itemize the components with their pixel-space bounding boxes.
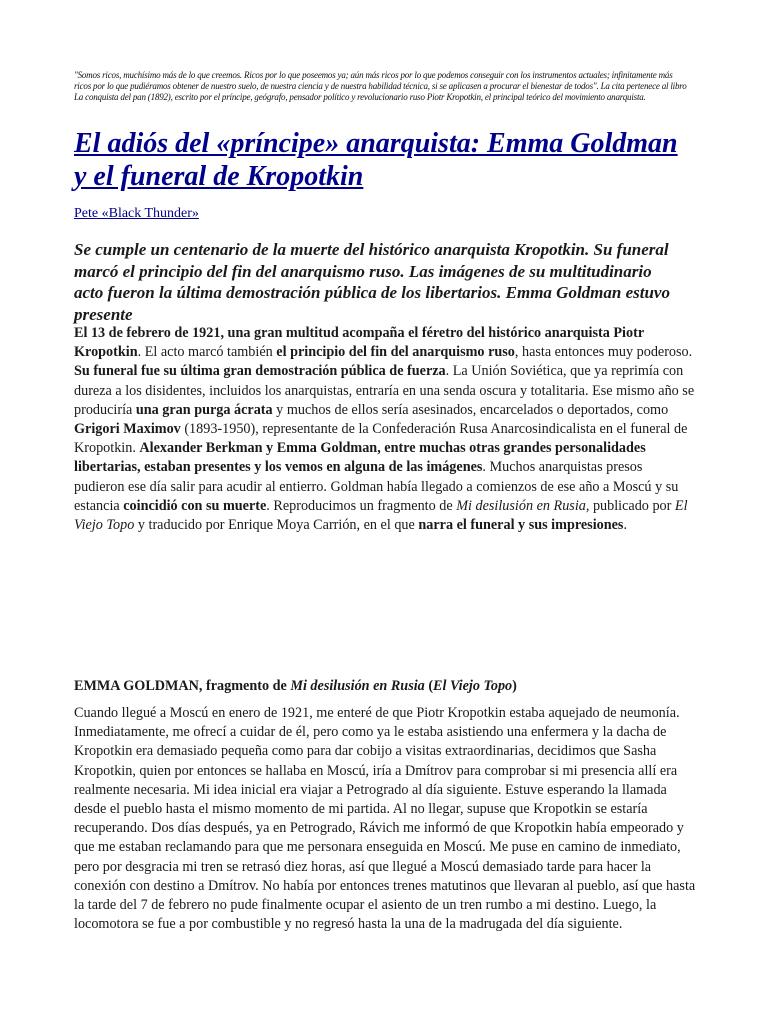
intro-bold-1: El 13 de febrero de 1921, una gran multitud acompaña el féretro del histórico anarquista Piotr Kropotkin [74, 325, 644, 361]
intro-text-14: . Reproducimos un fragmento de [266, 497, 457, 514]
intro-bold-7: una gran purga ácrata [135, 401, 273, 418]
intro-bold-9: Grigori Maximov [74, 421, 181, 438]
intro-bold-19: narra el funeral y sus impresiones [418, 517, 624, 534]
intro-text-12: . Muchos anarquistas presos pudieron ese día salir para acudir al entierro. Goldman había llegado a comienzos de ese año a Moscú y su estancia [74, 459, 679, 514]
article-title [74, 127, 694, 193]
intro-text-16: publicado por [589, 497, 675, 514]
intro-italic-15: Mi desilusión en Rusia, [456, 497, 590, 514]
author-link[interactable]: Pete «Black Thunder» [74, 206, 199, 221]
fragment-book: Mi desilusión en Rusia [290, 678, 425, 694]
excerpt-paragraph: Cuando llegué a Moscú en enero de 1921, me enteré de que Piotr Kropotkin estaba aquejado de neumonía. Inmediatamente, me ofrecí a cuidar de él, pero como ya le estaba asistiendo una enfermera y la dacha de Kropotkin era demasiado pequeña como para dar cobijo a visitas extraordinarias, decidimos que Sasha Kropotkin, quien por entonces se hallaba en Moscú, iría a Dmítrov para comprobar si mi presencia allí era realmente necesaria. Mi idea inicial era viajar a Petrogrado al día siguiente. Estuve esperando la llamada desde el pueblo hasta el mismo momento de mi partida. Al no llegar, supuse que Kropotkin se estaría recuperando. Dos días después, ya en Petrogrado, Rávich me informó de que Kropotkin había empeorado y que me estaban reclamando para que me personara enseguida en Moscú. Me puse en camino de inmediato, pero por desgracia mi tren se retrasó diez horas, así que llegué a Moscú demasiado tarde para hacer la conexión con destino a Dmítrov. No había por entonces trenes matutinos que llevaran al pueblo, así que hasta la tarde del 7 de febrero no pude finalmente ocupar el asiento de un tren rumbo a mi destino. Luego, la locomotora se fue a por combustible y no regresó hasta la una de la madrugada del día siguiente. [74, 705, 696, 933]
intro-text-2: . El acto marcó también [137, 344, 277, 361]
intro-bold-5: Su funeral fue su última gran demostración pública de fuerza [74, 363, 446, 380]
fragment-publisher: El Viejo Topo [433, 678, 513, 694]
fragment-heading [74, 677, 517, 695]
fragment-lead: EMMA GOLDMAN, fragmento de [74, 678, 291, 694]
intro-bold-3: el principio del fin del anarquismo ruso [276, 344, 515, 361]
intro-text-8: y muchos de ellos sería asesinados, encarcelados o deportados, como [272, 401, 669, 418]
intro-text-10: (1893-1950), representante de la Confederación Rusa Anarcosindicalista en el funeral de Kropotkin. [74, 421, 688, 457]
intro-paragraph [74, 324, 696, 535]
article-subtitle: Se cumple un centenario de la muerte del histórico anarquista Kropotkin. Su funeral marcó el principio del fin del anarquismo ruso. Las imágenes de su multitudinario acto fueron la última demostración pública de los libertarios. Emma Goldman estuvo presente [74, 240, 670, 324]
intro-text-18: y traducido por Enrique Moya Carrión, en el que [134, 517, 419, 534]
intro-text-4: , hasta entonces muy poderoso. [514, 344, 693, 361]
intro-bold-11: Alexander Berkman y Emma Goldman, entre muchas otras grandes personalidades libertarias, estaban presentes y los vemos en alguna de las imágenes [74, 440, 646, 476]
author-byline [74, 205, 199, 223]
fragment-close: ) [512, 678, 517, 694]
fragment-open: ( [424, 678, 434, 694]
intro-italic-17: El Viejo Topo [74, 497, 688, 534]
intro-text-20: . [623, 517, 627, 534]
intro-bold-13: coincidió con su muerte [123, 497, 267, 514]
epigraph-quote: "Somos ricos, muchísimo más de lo que creemos. Ricos por lo que poseemos ya; aún más ricos por lo que podemos conseguir con los instrumentos actuales; infinitamente más ricos por lo que pudiéramos obtener de nuestro suelo, de nuestra ciencia y de nuestra habilidad técnica, si se aplicasen a procurar el bienestar de todos". La cita pertenece al libro La conquista del pan (1892), escrito por el príncipe, geógrafo, pensador político y revolucionario ruso Piotr Kropotkin, el principal teórico del movimiento anarquista. [74, 70, 687, 102]
article-title-link[interactable]: El adiós del «príncipe» anarquista: Emma Goldman y el funeral de Kropotkin [74, 128, 678, 192]
intro-text-6: . La Unión Soviética, que ya reprimía con dureza a los disidentes, incluidos los anarquistas, entraría en una senda oscura y totalitaria. Ese mismo año se produciría [74, 363, 695, 418]
